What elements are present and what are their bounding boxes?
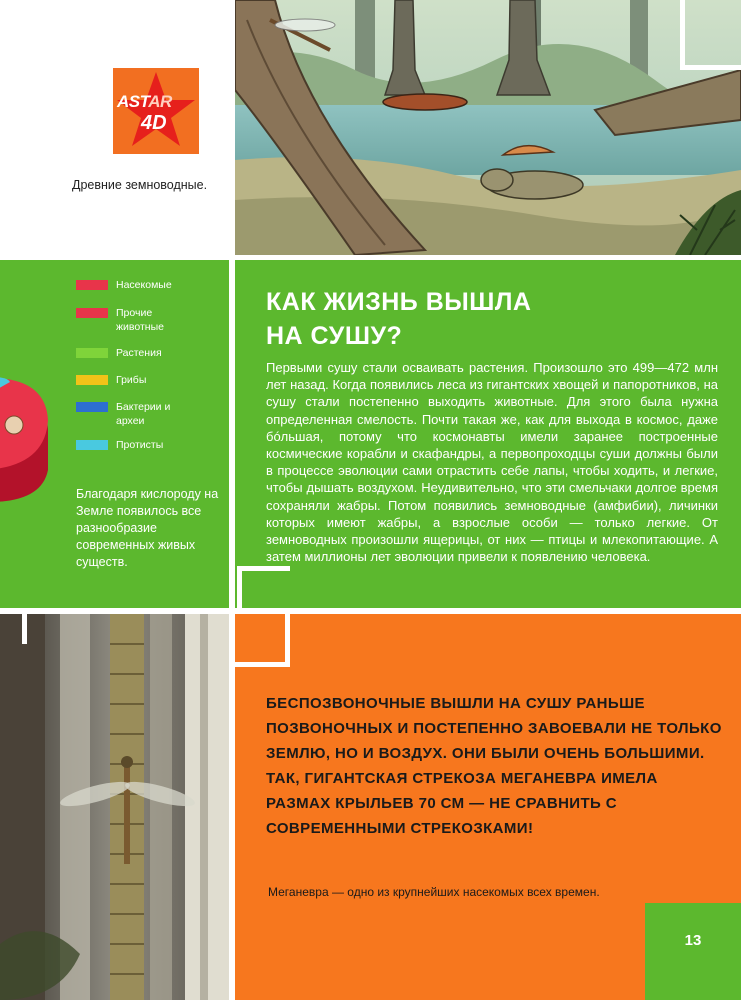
- frame-corner: [680, 0, 741, 70]
- swamp-drawing: [235, 0, 741, 255]
- pie-drawing: [0, 370, 60, 510]
- forest-drawing: [0, 614, 229, 1000]
- legend-swatch: [76, 375, 108, 385]
- fact-text: БЕСПОЗВОНОЧНЫЕ ВЫШЛИ НА СУШУ РАНЬШЕ ПОЗВОНОЧНЫХ И ПОСТЕПЕННО ЗАВОЕВАЛИ НЕ ТОЛЬКО ЗЕМЛЮ, НО И ВОЗДУХ. ОНИ БЫЛИ ОЧЕНЬ БОЛЬШИМИ. ТАК, ГИГАНТСКАЯ СТРЕКОЗА МЕГАНЕВРА ИМЕЛА РАЗМАХ КРЫЛЬЕВ 70 СМ — НЕ СРАВНИТЬ С СОВРЕМЕННЫМИ СТРЕКОЗКАМИ!: [266, 695, 722, 837]
- logo-text-line1: ASTAR: [117, 92, 172, 111]
- legend-swatch: [76, 308, 108, 318]
- frame-corner: [237, 566, 290, 613]
- legend-label: Насекомые: [116, 279, 172, 291]
- top-caption: Древние земноводные.: [72, 178, 208, 192]
- legend-swatch: [76, 440, 108, 450]
- legend-swatch: [76, 348, 108, 358]
- photo-caption: Меганевра — одно из крупнейших насекомых всех времен.: [268, 885, 600, 899]
- meganeura-photo: [0, 614, 229, 1000]
- section-heading: [266, 285, 716, 353]
- legend-label: Прочие животные: [116, 307, 164, 333]
- legend-label: Грибы: [116, 374, 147, 386]
- legend-swatch: [76, 402, 108, 412]
- legend-swatch: [76, 280, 108, 290]
- frame-corner: [0, 614, 27, 644]
- astar-4d-logo: [113, 68, 199, 154]
- page-number: 13: [684, 932, 702, 949]
- heading-line: КАК ЖИЗНЬ ВЫШЛА: [266, 288, 532, 316]
- swamp-illustration: [235, 0, 741, 255]
- body-text: Первыми сушу стали осваивать растения. Произошло это 499—472 млн лет назад. Когда появились леса из гигантских хвощей и папоротников, на сушу стали постепенно выходить животные. Для этого была нужна определенная смелость. Почти такая же, как для выхода в космос, даже бóльшая, потому что космонавты имели заранее построенные космические корабли и скафандры, а первопроходцы суши должны были в процессе эволюции сами отрастить себе лапы, чтобы ходить, и легкие, чтобы дышать воздухом. Неудивительно, что эти смельчаки долгое время сохраняли жабры. Потом появились земноводные (амфибии), личинки которых имеют жабры, а взрослые особи — только легкие. От земноводных произошли ящерицы, от них — птицы и млекопитающие. А затем миллионы лет эволюции привели к появлению человека.: [266, 360, 718, 565]
- legend-label: Растения: [116, 347, 162, 359]
- side-note: Благодаря кислороду на Земле появилось все разнообразие современных живых существ.: [76, 487, 219, 569]
- logo-text-line2: 4D: [141, 112, 167, 134]
- heading-line: НА СУШУ?: [266, 322, 403, 350]
- frame-corner: [235, 614, 290, 667]
- divider: [229, 255, 235, 1000]
- legend-label: Протисты: [116, 439, 164, 451]
- page-number-box: [645, 903, 741, 1000]
- pie-chart-fragment: [0, 370, 60, 510]
- divider: [0, 255, 741, 260]
- legend-label: Бактерии и археи: [116, 401, 171, 427]
